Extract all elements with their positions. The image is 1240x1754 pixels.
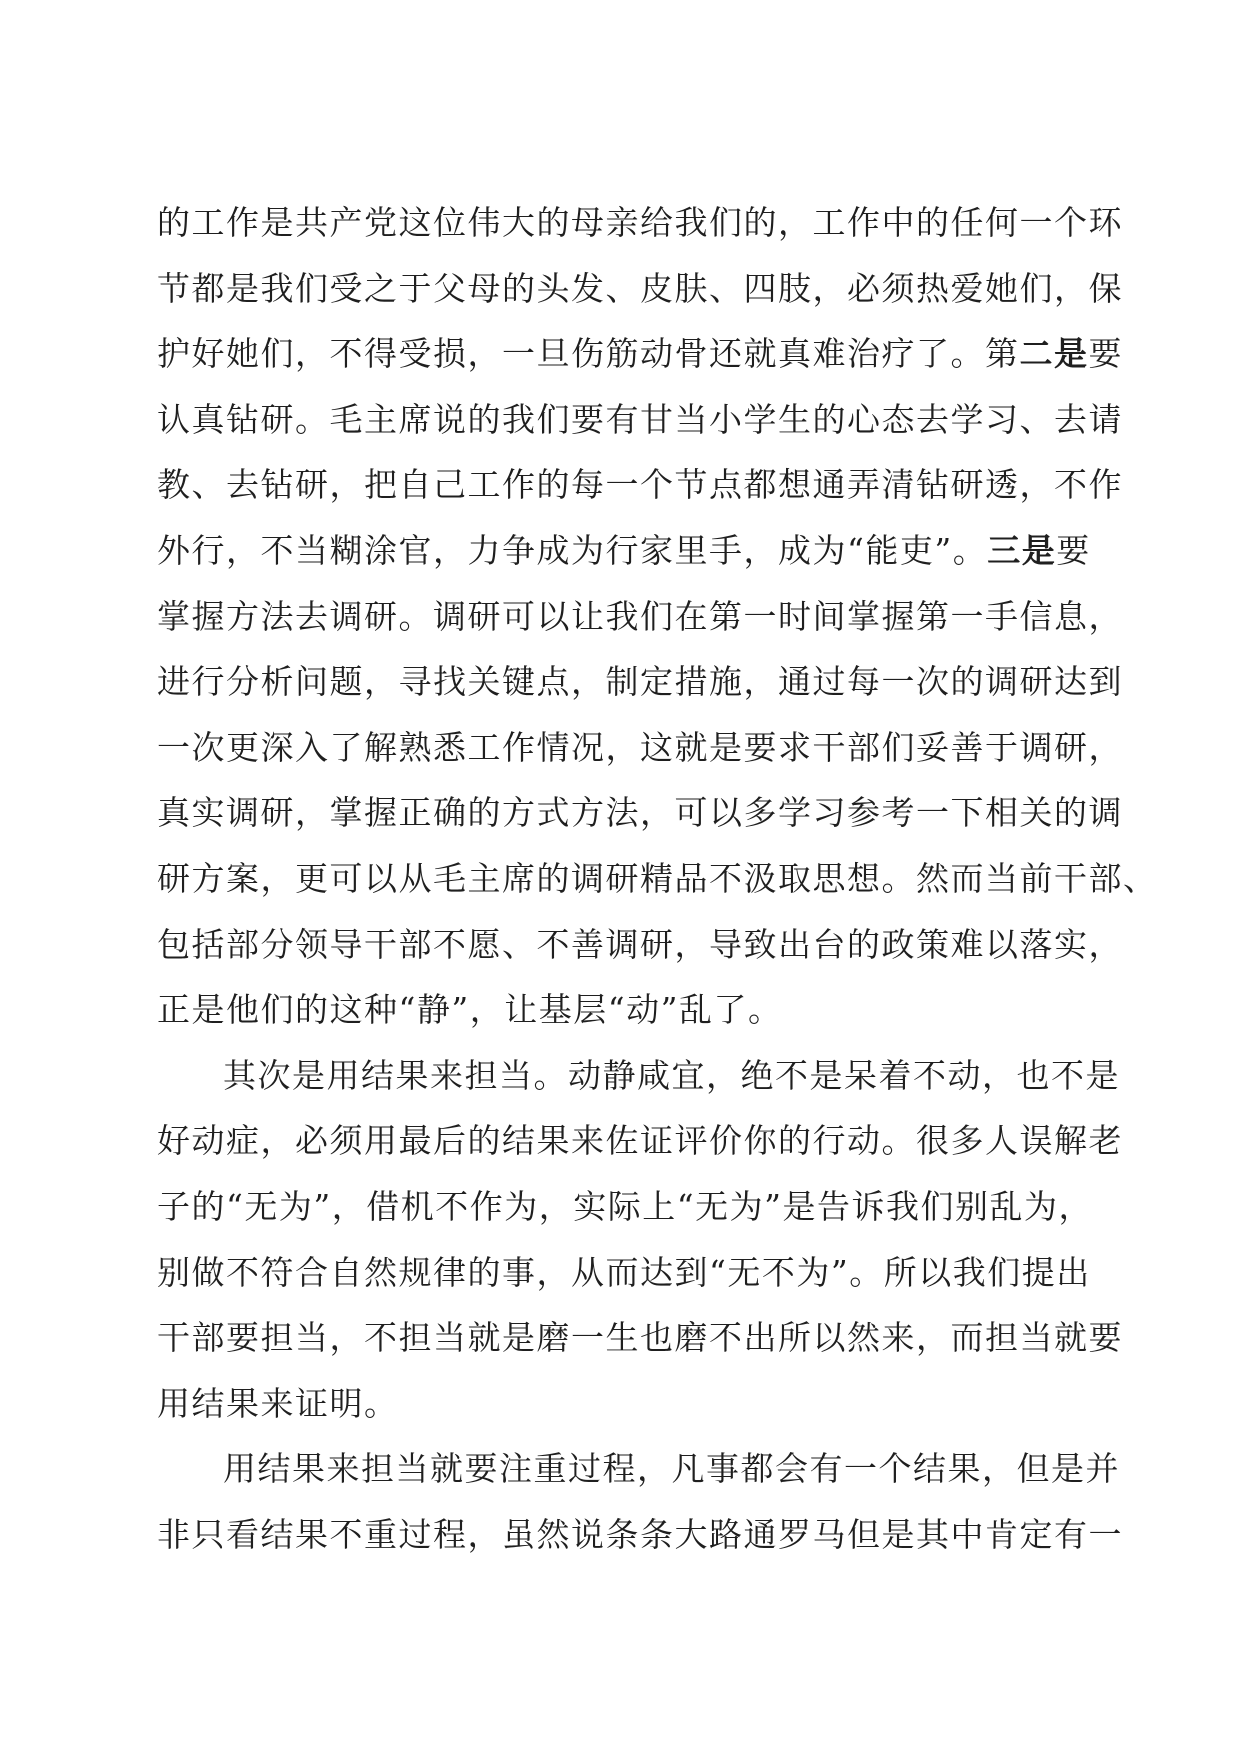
text-line: 其次是用结果来担当。动静咸宜，绝不是呆着不动，也不是 <box>223 1055 1120 1095</box>
paragraph-2 <box>157 1043 1123 1437</box>
text-line: 研方案，更可以从毛主席的调研精品不汲取思想。然而当前干部、 <box>157 858 1158 898</box>
text-line: 干部要担当，不担当就是磨一生也磨不出所以然来，而担当就要 <box>157 1318 1123 1358</box>
text-line: 真实调研，掌握正确的方式方法，可以多学习参考一下相关的调 <box>157 793 1123 833</box>
text-line: 包括部分领导干部不愿、不善调研，导致出台的政策难以落实， <box>157 924 1123 964</box>
text-line: 掌握方法去调研。调研可以让我们在第一时间掌握第一手信息， <box>157 596 1123 636</box>
bold-text-run: 三是 <box>987 530 1057 570</box>
text-line: 的工作是共产党这位伟大的母亲给我们的，工作中的任何一个环 <box>157 203 1123 242</box>
text-line: 一次更深入了解熟悉工作情况，这就是要求干部们妥善于调研， <box>157 727 1123 767</box>
body-text <box>157 190 1158 1567</box>
text-line: 子的“无为”，借机不作为，实际上“无为”是告诉我们别乱为， <box>157 1186 1093 1226</box>
text-run: 护好她们，不得受损，一旦伤筋动骨还就真难治疗了。第 <box>157 334 1020 374</box>
text-run: 外行，不当糊涂官，力争成为行家里手，成为“能吏”。 <box>157 530 988 570</box>
text-line: 用结果来证明。 <box>157 1383 399 1423</box>
text-run: 要 <box>1088 334 1123 374</box>
text-line: 好动症，必须用最后的结果来佐证评价你的行动。很多人误解老 <box>157 1121 1123 1161</box>
text-line: 非只看结果不重过程，虽然说条条大路通罗马但是其中肯定有一 <box>157 1514 1123 1554</box>
text-line <box>157 518 1091 584</box>
bold-text-run: 二是 <box>1019 334 1089 374</box>
text-line: 正是他们的这种“静”，让基层“动”乱了。 <box>157 990 783 1030</box>
paragraph-1 <box>157 190 1158 1043</box>
text-line: 节都是我们受之于父母的头发、皮肤、四肢，必须热爱她们，保 <box>157 268 1123 308</box>
text-line: 教、去钻研，把自己工作的每一个节点都想通弄清钻研透，不作 <box>157 465 1123 505</box>
paragraph-3 <box>157 1436 1123 1567</box>
text-line <box>157 321 1123 387</box>
text-run: 要 <box>1056 530 1091 570</box>
text-line: 别做不符合自然规律的事，从而达到“无不为”。所以我们提出 <box>157 1252 1091 1292</box>
text-line: 用结果来担当就要注重过程，凡事都会有一个结果，但是并 <box>223 1449 1120 1489</box>
text-line: 进行分析问题，寻找关键点，制定措施，通过每一次的调研达到 <box>157 662 1123 702</box>
text-line: 认真钻研。毛主席说的我们要有甘当小学生的心态去学习、去请 <box>157 399 1123 439</box>
